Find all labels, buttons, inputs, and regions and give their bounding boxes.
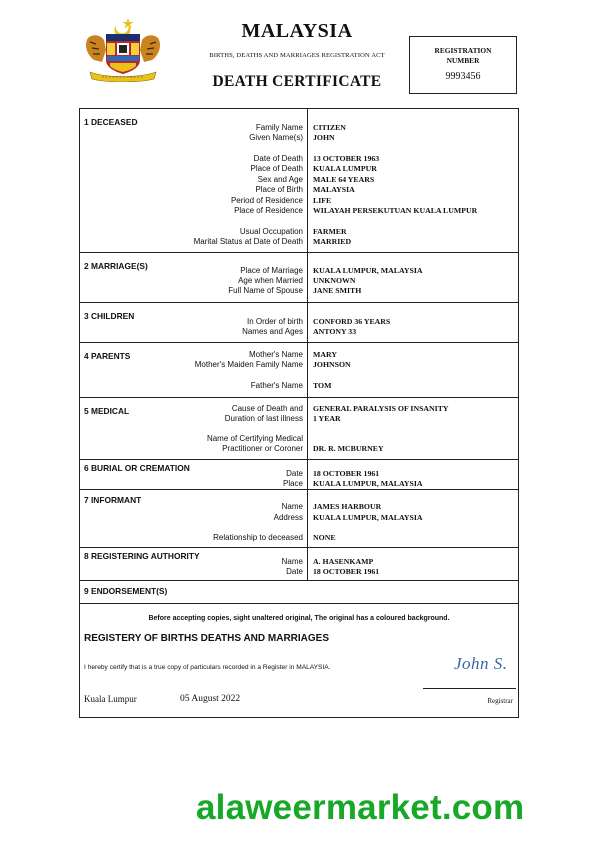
- field-row: [80, 123, 518, 133]
- field-label: Age when Married: [238, 276, 303, 285]
- field-row: [80, 175, 518, 185]
- field-value: 13 OCTOBER 1963: [313, 154, 380, 163]
- field-value: MARY: [313, 350, 337, 359]
- issue-date: 05 August 2022: [180, 694, 241, 704]
- section-title: 3 CHILDREN: [84, 311, 135, 321]
- field-value: JAMES HARBOUR: [313, 502, 382, 511]
- field-label: Date: [286, 469, 303, 478]
- field-row: [80, 414, 518, 424]
- field-value: KUALA LUMPUR, MALAYSIA: [313, 266, 423, 275]
- section-title: 9 ENDORSEMENT(S): [84, 586, 168, 596]
- field-value: CITIZEN: [313, 123, 346, 132]
- field-row: [80, 227, 518, 237]
- registration-label-line-2: NUMBER: [446, 56, 480, 65]
- signature-line: [423, 688, 516, 689]
- certify-statement: I hereby certify that is a true copy of particulars recorded in a Register in MALAYSIA.: [84, 664, 331, 671]
- field-label: Mother's Maiden Family Name: [194, 360, 303, 369]
- field-row: [80, 533, 518, 543]
- field-value: FARMER: [313, 227, 347, 236]
- field-label: Place: [282, 479, 303, 488]
- section-title: 5 MEDICAL: [84, 406, 130, 416]
- section-title: 1 DECEASED: [84, 117, 138, 127]
- field-value: KUALA LUMPUR, MALAYSIA: [313, 513, 423, 522]
- section-endorsement: [80, 581, 518, 603]
- field-label: Name: [281, 502, 303, 511]
- field-value: MALE 64 YEARS: [313, 175, 375, 184]
- field-value: CONFORD 36 YEARS: [313, 317, 391, 326]
- field-label: Given Name(s): [249, 133, 303, 142]
- certification-box: [79, 604, 519, 718]
- field-label: Relationship to deceased: [213, 533, 303, 542]
- field-label: Cause of Death and: [231, 404, 303, 413]
- field-label: Mother's Name: [249, 350, 303, 359]
- field-value: JOHN: [313, 133, 335, 142]
- act-subtitle: BIRTHS, DEATHS AND MARRIAGES REGISTRATION ACT: [209, 52, 385, 59]
- field-label: Place of Birth: [255, 185, 303, 194]
- field-label: Sex and Age: [257, 175, 303, 184]
- field-label: Name of Certifying Medical: [206, 434, 303, 443]
- field-row: [80, 469, 518, 479]
- field-row: [80, 133, 518, 143]
- field-label: Date: [286, 567, 303, 576]
- field-label: Full Name of Spouse: [228, 286, 303, 295]
- field-label: In Order of birth: [246, 317, 303, 326]
- field-label: Place of Marriage: [240, 266, 303, 275]
- field-row: [80, 502, 518, 512]
- field-label: Marital Status at Date of Death: [193, 237, 303, 246]
- country-title: MALAYSIA: [241, 20, 353, 42]
- registrar-label: Registrar: [487, 697, 513, 705]
- field-label: Date of Death: [253, 154, 303, 163]
- field-row: [80, 266, 518, 276]
- field-row: [80, 557, 518, 567]
- field-row: [80, 479, 518, 489]
- copy-notice: Before accepting copies, sight unaltered original, The original has a coloured background.: [148, 615, 450, 622]
- issue-place: Kuala Lumpur: [84, 694, 137, 704]
- field-row: [80, 196, 518, 206]
- field-label: Names and Ages: [242, 327, 303, 336]
- section-medical: [80, 398, 518, 460]
- field-row: [80, 434, 518, 444]
- field-row: [80, 360, 518, 370]
- field-value: 18 OCTOBER 1961: [313, 469, 380, 478]
- field-row: [80, 185, 518, 195]
- field-value: JANE SMITH: [313, 286, 362, 295]
- field-row: [80, 381, 518, 391]
- field-label: Address: [273, 513, 303, 522]
- malaysia-coat-of-arms-icon: [80, 16, 166, 82]
- field-value: LIFE: [313, 196, 332, 205]
- field-value: DR. R. MCBURNEY: [313, 444, 384, 453]
- field-row: [80, 444, 518, 454]
- registrar-signature: John S.: [454, 654, 508, 673]
- registration-label: [410, 46, 516, 66]
- field-row: [80, 164, 518, 174]
- field-label: Place of Death: [250, 164, 303, 173]
- field-value: TOM: [313, 381, 332, 390]
- field-row: [80, 404, 518, 414]
- registration-number: 9993456: [445, 71, 481, 82]
- field-value: ANTONY 33: [313, 327, 357, 336]
- section-children: [80, 303, 518, 343]
- field-value: JOHNSON: [313, 360, 351, 369]
- field-row: [80, 567, 518, 577]
- field-value: 1 YEAR: [313, 414, 341, 423]
- field-label: Place of Residence: [234, 206, 303, 215]
- document-title: DEATH CERTIFICATE: [212, 73, 382, 90]
- watermark-text: alaweermarket.com: [196, 788, 525, 827]
- field-label: Period of Residence: [230, 196, 303, 205]
- field-label: Family Name: [255, 123, 303, 132]
- field-value: MARRIED: [313, 237, 352, 246]
- section-deceased: [80, 109, 518, 253]
- field-label: Usual Occupation: [239, 227, 303, 236]
- field-row: [80, 350, 518, 360]
- section-title: 7 INFORMANT: [84, 495, 142, 505]
- field-value: WILAYAH PERSEKUTUAN KUALA LUMPUR: [313, 206, 478, 215]
- field-label: Name: [281, 557, 303, 566]
- field-value: GENERAL PARALYSIS OF INSANITY: [313, 404, 449, 413]
- section-title: 4 PARENTS: [84, 351, 131, 361]
- field-label: Father's Name: [250, 381, 303, 390]
- field-row: [80, 154, 518, 164]
- registry-title: REGISTERY OF BIRTHS DEATHS AND MARRIAGES: [84, 633, 330, 644]
- certificate-table: [79, 108, 519, 604]
- field-row: [80, 206, 518, 216]
- field-value: KUALA LUMPUR: [313, 164, 377, 173]
- field-row: [80, 317, 518, 327]
- section-marriage: [80, 253, 518, 303]
- field-row: [80, 513, 518, 523]
- field-row: [80, 327, 518, 337]
- section-parents: [80, 343, 518, 398]
- field-value: NONE: [313, 533, 336, 542]
- field-label: Duration of last illness: [224, 414, 303, 423]
- section-registering-authority: [80, 548, 518, 581]
- section-title: 2 MARRIAGE(S): [84, 261, 148, 271]
- section-informant: [80, 490, 518, 548]
- field-value: MALAYSIA: [313, 185, 355, 194]
- section-title: 6 BURIAL OR CREMATION: [84, 463, 190, 473]
- field-value: A. HASENKAMP: [313, 557, 374, 566]
- field-row: [80, 276, 518, 286]
- field-value: UNKNOWN: [313, 276, 356, 285]
- registration-label-line-1: REGISTRATION: [434, 46, 492, 55]
- field-row: [80, 286, 518, 296]
- field-row: [80, 237, 518, 247]
- field-label: Practitioner or Coroner: [222, 444, 303, 453]
- section-burial: [80, 460, 518, 490]
- section-title: 8 REGISTERING AUTHORITY: [84, 551, 200, 561]
- field-value: KUALA LUMPUR, MALAYSIA: [313, 479, 423, 488]
- field-value: 18 OCTOBER 1961: [313, 567, 380, 576]
- registration-number-box: [409, 36, 517, 94]
